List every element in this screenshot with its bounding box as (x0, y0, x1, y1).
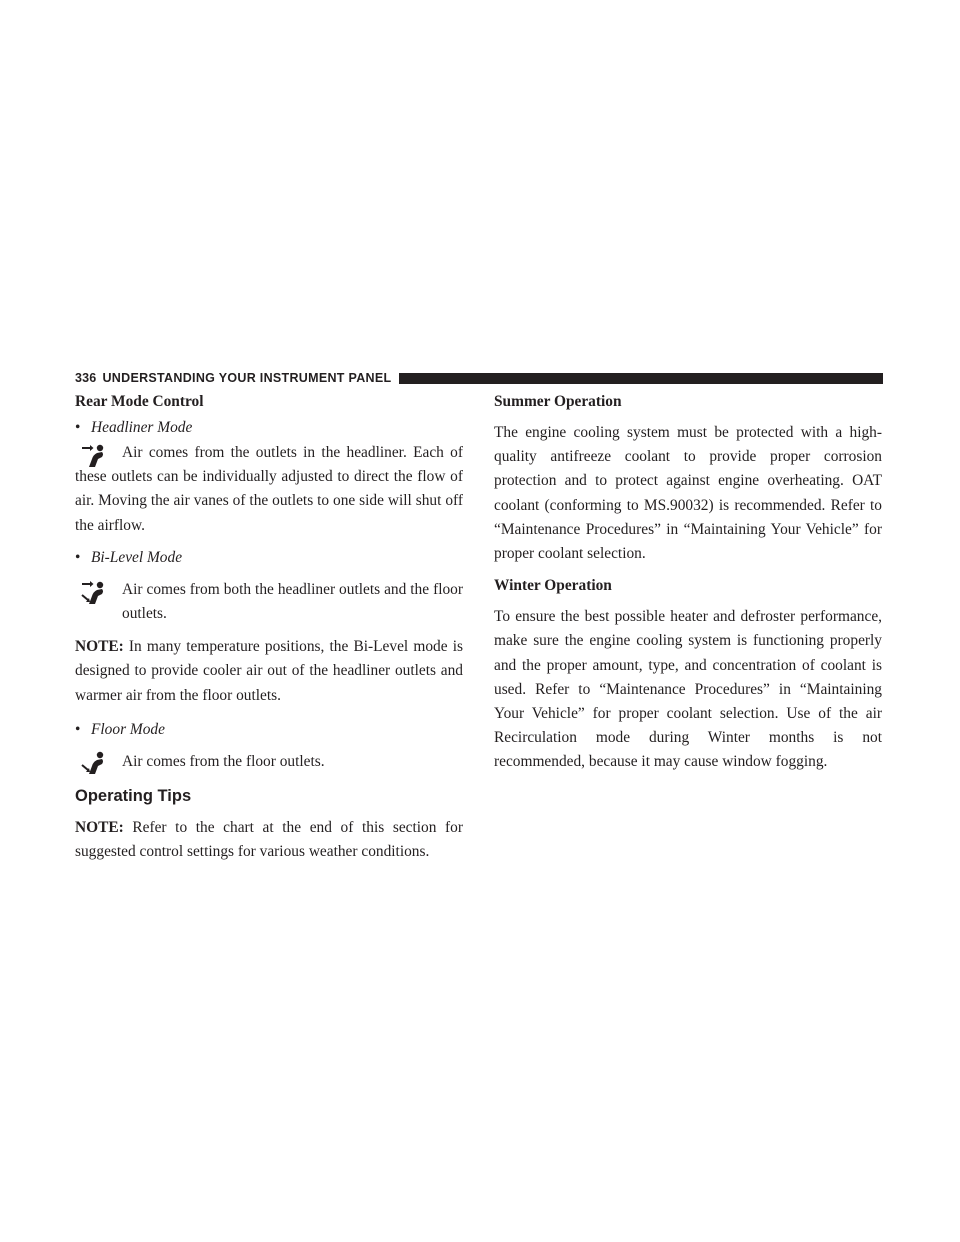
note-operating-tips-text: Refer to the chart at the end of this section for suggested control settings for various weather conditions. (75, 819, 463, 861)
page-number: 336 (75, 371, 97, 385)
floor-mode-icon (81, 750, 107, 776)
note-label: NOTE: (75, 819, 124, 837)
floor-mode-block (75, 750, 463, 774)
floor-mode-title: Floor Mode (91, 720, 165, 738)
header-rule (399, 373, 883, 384)
bi-level-mode-block (75, 578, 463, 626)
floor-mode-bullet: • Floor Mode (75, 720, 165, 738)
page-header (75, 370, 883, 386)
headliner-mode-text: Air comes from the outlets in the headliner. Each of these outlets can be individually adjusted to direct the flow of air. Moving the air vanes of the outlets to one side will shut off the airflow. (75, 444, 463, 534)
operating-tips-heading: Operating Tips (75, 787, 192, 806)
summer-operation-heading: Summer Operation (494, 393, 622, 410)
bi-level-mode-text: Air comes from both the headliner outlets and the floor outlets. (122, 580, 463, 623)
summer-operation-text: The engine cooling system must be protected with a high-quality antifreeze coolant to provide proper corrosion protection and to protect against engine overheating. OAT coolant (conforming to MS.90032) is recommended. Refer to “Maintenance Procedures” in “Maintaining Your Vehicle” for proper coolant selection. (494, 424, 882, 563)
winter-operation-heading: Winter Operation (494, 577, 612, 595)
note-operating-tips (75, 816, 463, 864)
rear-mode-control-heading: Rear Mode Control (75, 393, 204, 410)
headliner-mode-block (75, 441, 463, 538)
floor-mode-text: Air comes from the floor outlets. (122, 752, 325, 770)
note-bi-level-text: In many temperature positions, the Bi-Level mode is designed to provide cooler air out of the headliner outlets and warmer air from the floor outlets. (75, 638, 463, 704)
winter-operation-text: To ensure the best possible heater and defroster performance, make sure the engine cooling system is functioning properly and the proper amount, type, and concentration of coolant is used. Refer to “Maintenance Procedures” in “Maintaining Your Vehicle” for proper coolant selection. Use of the air Recirculation mode during Winter months is not recommended, because it may cause window fogging. (494, 608, 882, 771)
right-column (494, 392, 882, 775)
bi-level-mode-icon (81, 580, 107, 606)
bi-level-mode-bullet: • Bi-Level Mode (75, 548, 183, 566)
headliner-mode-icon (81, 442, 107, 468)
note-label: NOTE: (75, 638, 124, 656)
headliner-mode-bullet: • Headliner Mode (75, 419, 193, 436)
left-column (75, 392, 463, 864)
section-title: UNDERSTANDING YOUR INSTRUMENT PANEL (102, 371, 392, 385)
headliner-mode-title: Headliner Mode (91, 419, 193, 436)
bi-level-mode-title: Bi-Level Mode (91, 548, 183, 566)
note-bi-level (75, 635, 463, 708)
